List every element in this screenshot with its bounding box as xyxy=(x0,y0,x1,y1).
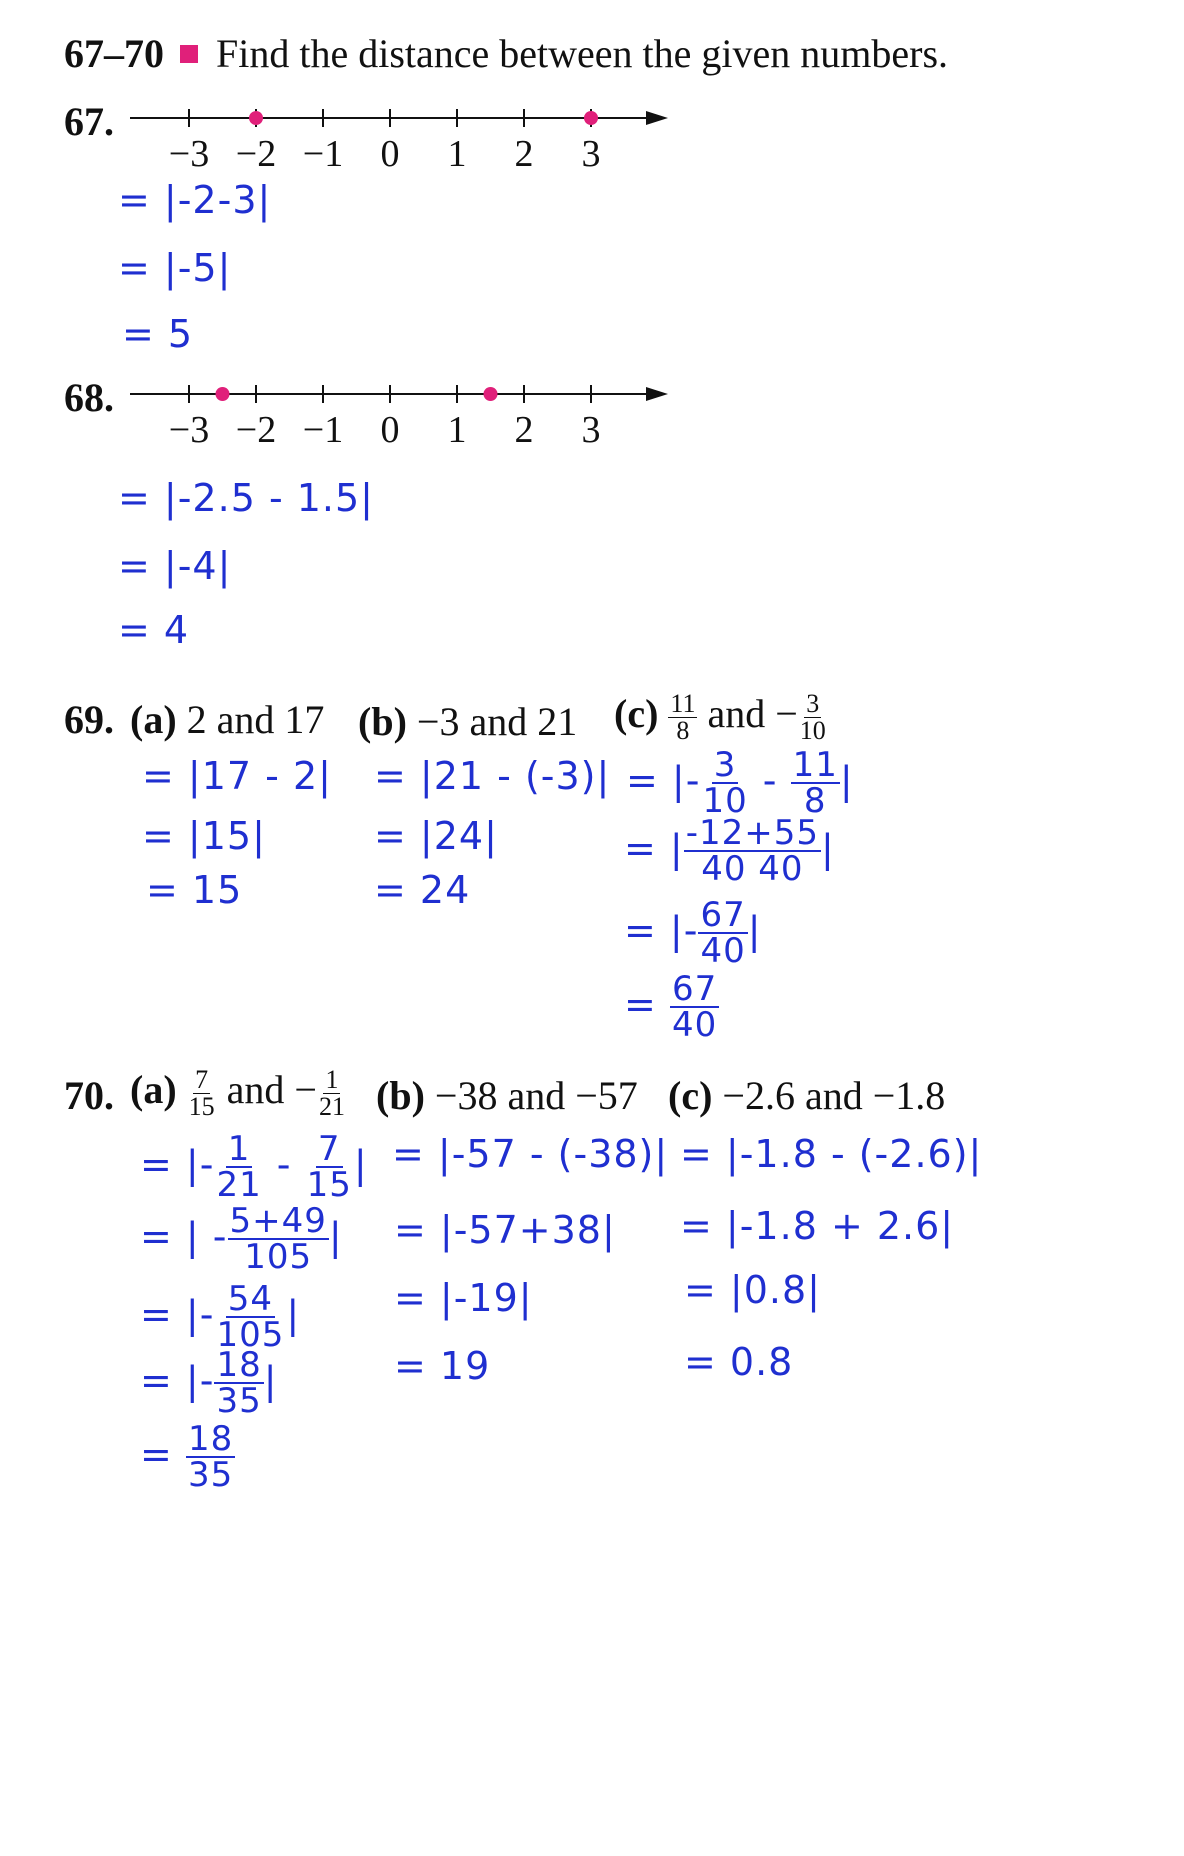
tick-label: 0 xyxy=(380,409,400,451)
denominator: 35 xyxy=(187,1455,234,1495)
number-line-point xyxy=(584,111,598,125)
part-label: (c) xyxy=(668,1073,713,1118)
tick-label: 1 xyxy=(447,133,467,175)
numerator: -12+55 xyxy=(685,813,820,853)
fraction xyxy=(214,1345,263,1421)
p68-work-line-2: = |-4| xyxy=(118,544,232,588)
number-line-point xyxy=(249,111,263,125)
fraction xyxy=(187,1067,217,1120)
numerator: 1 xyxy=(325,1065,339,1095)
tick-label: −3 xyxy=(168,409,210,451)
denominator: 8 xyxy=(676,716,690,746)
number-line-point xyxy=(216,387,230,401)
denominator: 40 xyxy=(671,1005,718,1045)
numerator: 1 xyxy=(227,1129,251,1169)
text: = xyxy=(624,982,657,1027)
arrow-head-icon xyxy=(646,387,668,401)
prompt-text: −3 and 21 xyxy=(416,699,578,744)
part-label: (b) xyxy=(358,699,407,744)
text: | xyxy=(839,758,854,803)
numerator: 11 xyxy=(670,689,696,719)
denominator: 21 xyxy=(318,1092,345,1122)
p68-work-line-3: = 4 xyxy=(118,608,190,652)
tick-label: −3 xyxy=(168,133,210,175)
tick-label: −2 xyxy=(235,409,277,451)
tick-label: 3 xyxy=(581,409,601,451)
numerator: 67 xyxy=(700,895,746,935)
p70c-work-3: = |0.8| xyxy=(684,1268,821,1312)
p69b-prompt xyxy=(358,698,577,745)
fraction xyxy=(668,691,697,744)
fraction xyxy=(305,1129,354,1205)
fraction xyxy=(214,1279,286,1355)
p69c-work-2 xyxy=(624,813,835,889)
text: | xyxy=(353,1142,368,1187)
part-label: (b) xyxy=(376,1073,425,1118)
prompt-text: −2.6 and −1.8 xyxy=(722,1073,946,1118)
text: - xyxy=(276,1142,292,1187)
denominator: 21 xyxy=(216,1165,262,1205)
problem-70-number: 70. xyxy=(64,1073,114,1118)
part-label: (c) xyxy=(614,691,659,736)
tick-label: 3 xyxy=(581,133,601,175)
numerator: 18 xyxy=(187,1419,234,1459)
p70b-work-3: = |-19| xyxy=(394,1276,533,1320)
prompt-text: 2 and 17 xyxy=(186,697,325,742)
fraction xyxy=(186,1419,235,1495)
tick-label: 2 xyxy=(514,133,534,175)
text: | xyxy=(821,826,835,871)
numerator: 3 xyxy=(713,745,737,785)
number-line-68 xyxy=(0,366,760,456)
tick-label: −1 xyxy=(302,409,344,451)
p67-work-line-2: = |-5| xyxy=(118,246,232,290)
p69b-work-1: = |21 - (-3)| xyxy=(374,754,611,798)
p69c-work-1 xyxy=(626,745,854,821)
text: = |- xyxy=(140,1292,215,1337)
fraction xyxy=(228,1201,329,1277)
p69a-work-1: = |17 - 2| xyxy=(142,754,332,798)
text: = |- xyxy=(140,1358,215,1403)
text: = | xyxy=(624,826,684,871)
denominator: 8 xyxy=(803,781,827,821)
text: = | - xyxy=(140,1214,228,1259)
number-line-point xyxy=(484,387,498,401)
p69c-prompt xyxy=(614,690,828,744)
exercise-instruction: Find the distance between the given numbers. xyxy=(216,31,949,76)
fraction xyxy=(798,691,828,744)
p70a-work-2 xyxy=(140,1201,343,1277)
p69c-work-4 xyxy=(624,969,719,1045)
p70b-prompt xyxy=(376,1072,638,1119)
p69b-work-3: = 24 xyxy=(374,868,471,912)
and-minus: and − xyxy=(226,1067,317,1112)
text: = |- xyxy=(626,758,701,803)
p69a-work-3: = 15 xyxy=(146,868,243,912)
numerator: 7 xyxy=(317,1129,341,1169)
tick-label: 2 xyxy=(514,409,534,451)
numerator: 3 xyxy=(806,689,820,719)
p70c-prompt xyxy=(668,1072,945,1119)
text: - xyxy=(762,758,778,803)
prompt-text: −38 and −57 xyxy=(434,1073,638,1118)
p70c-work-2: = |-1.8 + 2.6| xyxy=(680,1204,955,1248)
fraction xyxy=(684,813,821,889)
tick-label: 1 xyxy=(447,409,467,451)
p70a-prompt xyxy=(130,1066,347,1120)
arrow-head-icon xyxy=(646,111,668,125)
p70c-work-1: = |-1.8 - (-2.6)| xyxy=(680,1132,983,1176)
text: = |- xyxy=(624,908,699,953)
part-label: (a) xyxy=(130,1067,177,1112)
text: = |- xyxy=(140,1142,215,1187)
denominator: 10 xyxy=(799,716,826,746)
text: | xyxy=(263,1358,278,1403)
problem-68-number: 68. xyxy=(64,375,114,420)
tick-label: −1 xyxy=(302,133,344,175)
and-minus: and − xyxy=(707,691,798,736)
numerator: 11 xyxy=(792,745,838,785)
p70c-work-4: = 0.8 xyxy=(684,1340,794,1384)
problem-67-number: 67. xyxy=(64,99,114,144)
p70a-work-4 xyxy=(140,1345,278,1421)
number-line-67 xyxy=(0,90,760,180)
denominator: 105 xyxy=(216,1315,285,1355)
problem-69-number: 69. xyxy=(64,697,114,742)
numerator: 7 xyxy=(195,1065,209,1095)
denominator: 40 40 xyxy=(701,849,804,889)
denominator: 10 xyxy=(702,781,748,821)
square-bullet-icon xyxy=(180,45,198,63)
p68-work-line-1: = |-2.5 - 1.5| xyxy=(118,476,374,520)
numerator: 5+49 xyxy=(229,1201,327,1241)
text: | xyxy=(747,908,762,953)
p70b-work-4: = 19 xyxy=(394,1344,491,1388)
text: | xyxy=(328,1214,343,1259)
p70a-work-3 xyxy=(140,1279,301,1355)
p69c-work-3 xyxy=(624,895,762,971)
fraction xyxy=(791,745,840,821)
denominator: 105 xyxy=(244,1237,313,1277)
tick-label: 0 xyxy=(380,133,400,175)
text: = xyxy=(140,1432,173,1477)
tick-label: −2 xyxy=(235,133,277,175)
fraction xyxy=(214,1129,263,1205)
denominator: 15 xyxy=(188,1092,215,1122)
p67-work-line-3: = 5 xyxy=(122,312,194,356)
fraction xyxy=(698,895,747,971)
p70a-work-1 xyxy=(140,1129,368,1205)
p70b-work-1: = |-57 - (-38)| xyxy=(392,1132,669,1176)
numerator: 18 xyxy=(216,1345,262,1385)
denominator: 40 xyxy=(700,931,746,971)
p67-work-line-1: = |-2-3| xyxy=(118,178,272,222)
p70b-work-2: = |-57+38| xyxy=(394,1208,616,1252)
fraction xyxy=(700,745,749,821)
p69a-work-2: = |15| xyxy=(142,814,266,858)
denominator: 35 xyxy=(216,1381,262,1421)
p69a-prompt xyxy=(130,696,324,743)
p69b-work-2: = |24| xyxy=(374,814,498,858)
text: | xyxy=(286,1292,301,1337)
numerator: 67 xyxy=(671,969,718,1009)
fraction xyxy=(670,969,719,1045)
p70a-work-5 xyxy=(140,1419,235,1495)
part-label: (a) xyxy=(130,697,177,742)
exercise-header xyxy=(64,30,948,77)
numerator: 54 xyxy=(227,1279,274,1319)
denominator: 15 xyxy=(306,1165,352,1205)
fraction xyxy=(317,1067,347,1120)
exercise-range: 67–70 xyxy=(64,31,164,76)
